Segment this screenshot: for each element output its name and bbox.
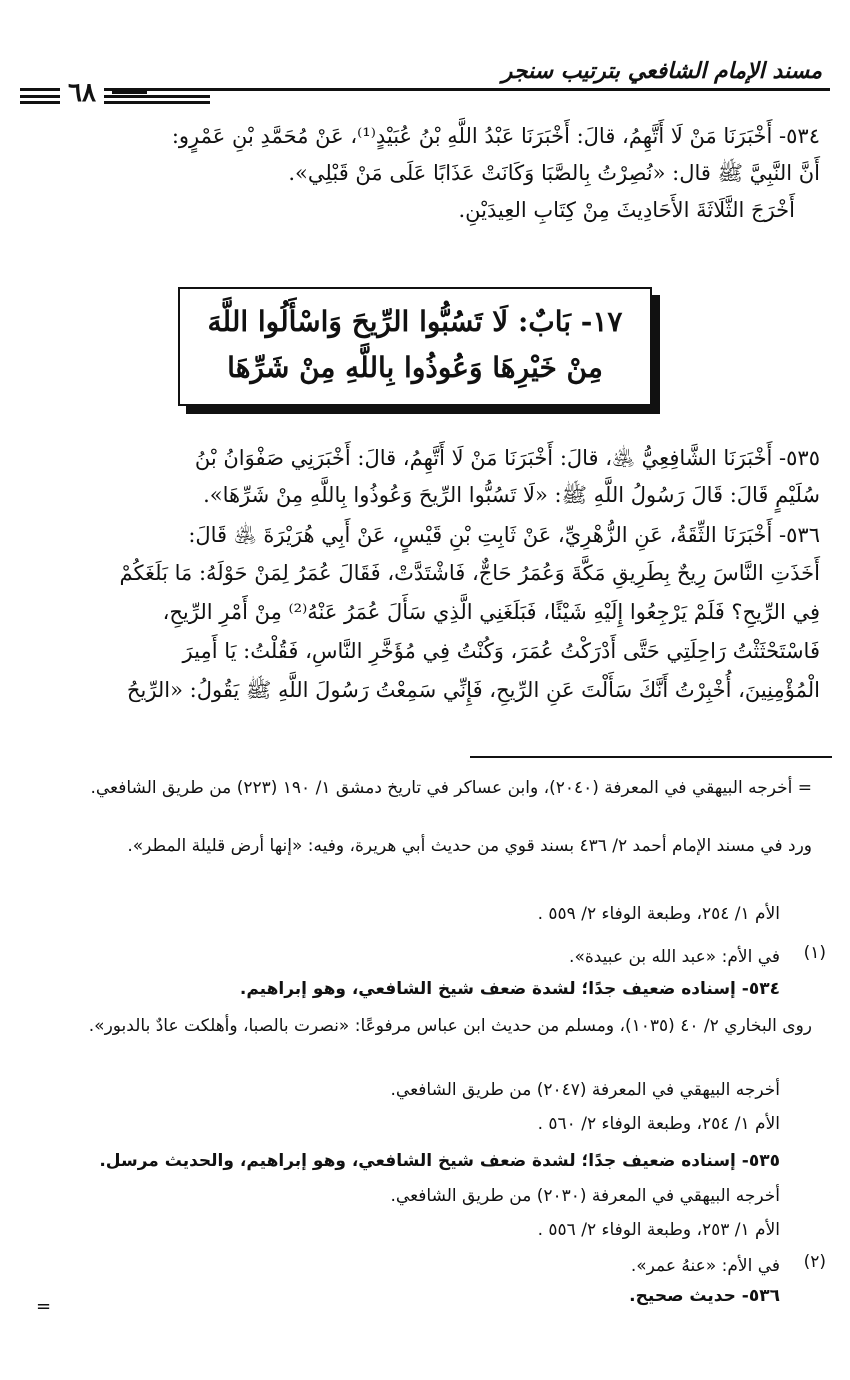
footnote-separator — [470, 756, 832, 758]
hadith-534-line-3: أَخْرَجَ الثَّلَاثَةَ الأَحَادِيثَ مِنْ كِتَابِ العِيدَيْنِ. — [458, 198, 795, 222]
footnote-marker-2: (٢) — [803, 1252, 826, 1272]
chapter-heading-line-2: مِنْ خَيْرِهَا وَعُوذُوا بِاللَّهِ مِنْ شَرِّهَا — [227, 351, 603, 384]
footnote-line: الأم ١/ ٢٥٤، وطبعة الوفاء ٢/ ٥٥٩ . — [537, 904, 780, 924]
footnote-line: في الأم: «عبد الله بن عبيدة». — [569, 947, 780, 967]
chapter-heading-box — [178, 287, 652, 406]
footnote-marker-1: (١) — [803, 943, 826, 963]
footnote-line: ٥٣٤- إسناده ضعيف جدًا؛ لشدة ضعف شيخ الشافعي، وهو إبراهيم. — [239, 979, 780, 999]
continuation-mark: = — [36, 1296, 52, 1317]
chapter-heading-line-1: ١٧- بَابٌ: لَا تَسُبُّوا الرِّيحَ وَاسْأَلُوا اللَّهَ — [207, 305, 623, 338]
footnote-line: أخرجه البيهقي في المعرفة (٢٠٣٠) من طريق الشافعي. — [390, 1186, 780, 1206]
footnote-line: أخرجه البيهقي في المعرفة (٢٠٤٧) من طريق الشافعي. — [390, 1080, 780, 1100]
header-rule-double-top — [20, 95, 210, 98]
footnote-line: روى البخاري ٢/ ٤٠ (١٠٣٥)، ومسلم من حديث ابن عباس مرفوعًا: «نصرت بالصبا، وأهلكت عادٌ بالدبور». — [88, 1016, 812, 1036]
hadith-536-line-4: فَاسْتَحْثَثْتُ رَاحِلَتِي حَتَّى أَدْرَكْتُ عُمَرَ، وَكُنْتُ فِي مُؤَخَّرِ النَّاسِ، فَقُلْتُ: يَا أَمِيرَ — [182, 639, 820, 663]
footnote-line: في الأم: «عنهُ عمر». — [630, 1256, 780, 1276]
hadith-536-line-3: فِي الرِّيحِ؟ فَلَمْ يَرْجِعُوا إِلَيْهِ شَيْئًا، فَبَلَغَنِي الَّذِي سَأَلَ عُمَرُ عَنْهُ⁽²⁾ مِنْ أَمْرِ الرِّيحِ، — [162, 600, 820, 624]
header-rule-double-bottom — [20, 101, 210, 104]
hadith-534-line-2: أَنَّ النَّبِيَّ ﷺ قال: «نُصِرْتُ بِالصَّبَا وَكَانَتْ عَذَابًا عَلَى مَنْ قَبْلِي». — [288, 161, 820, 185]
footnote-line: ورد في مسند الإمام أحمد ٢/ ٤٣٦ بسند قوي من حديث أبي هريرة، وفيه: «إنها أرض قليلة المطر». — [127, 836, 812, 856]
page-number-rule — [112, 89, 147, 94]
hadith-536-line-2: أَخَذَتِ النَّاسَ رِيحٌ بِطَرِيقِ مَكَّةَ وَعُمَرُ حَاجٌّ، فَاشْتَدَّتْ، فَقَالَ عُمَرُ لِمَنْ حَوْلَهُ: مَا بَلَغَكُمْ — [119, 561, 820, 585]
footnote-line: ٥٣٦- حديث صحيح. — [629, 1286, 780, 1306]
hadith-535-line-1: ٥٣٥- أَخْبَرَنَا الشَّافِعِيُّ ﵁، قالَ: أَخْبَرَنَا مَنْ لَا أَتَّهِمُ، قالَ: أَخْبَرَنِي صَفْوَانُ بْنُ — [194, 446, 820, 470]
hadith-535-line-2: سُلَيْمٍ قَالَ: قَالَ رَسُولُ اللَّهِ ﷺ: «لَا تَسُبُّوا الرِّيحَ وَعُوذُوا بِاللَّهِ مِنْ شَرِّهَا». — [203, 483, 820, 507]
footnote-line: = أخرجه البيهقي في المعرفة (٢٠٤٠)، وابن عساكر في تاريخ دمشق ١/ ١٩٠ (٢٢٣) من طريق الشافعي. — [90, 778, 812, 798]
footnote-line: ٥٣٥- إسناده ضعيف جدًا؛ لشدة ضعف شيخ الشافعي، وهو إبراهيم، والحديث مرسل. — [99, 1151, 780, 1171]
hadith-536-line-1: ٥٣٦- أَخْبَرَنَا الثِّقَةُ، عَنِ الزُّهْرِيِّ، عَنْ ثَابِتِ بْنِ قَيْسٍ، عَنْ أَبِي هُرَيْرَةَ ﵁ قَالَ: — [188, 523, 820, 547]
footnote-line: الأم ١/ ٢٥٣، وطبعة الوفاء ٢/ ٥٥٦ . — [537, 1220, 780, 1240]
footnote-line: الأم ١/ ٢٥٤، وطبعة الوفاء ٢/ ٥٦٠ . — [537, 1114, 780, 1134]
hadith-536-line-5: الْمُؤْمِنِينَ، أُخْبِرْتُ أَنَّكَ سَأَلْتَ عَنِ الرِّيحِ، فَإِنِّي سَمِعْتُ رَسُولَ اللَّهِ ﷺ يَقُولُ: «الرِّيحُ — [126, 678, 820, 702]
running-header-title: مسند الإمام الشافعي بترتيب سنجر — [501, 58, 822, 84]
hadith-534-line-1: ٥٣٤- أَخْبَرَنَا مَنْ لَا أَتَّهِمُ، قالَ: أَخْبَرَنَا عَبْدُ اللَّهِ بْنُ عُبَيْدٍ⁽¹⁾، عَنْ مُحَمَّدِ بْنِ عَمْرٍو: — [171, 124, 820, 148]
page-number: ٦٨ — [60, 78, 104, 108]
